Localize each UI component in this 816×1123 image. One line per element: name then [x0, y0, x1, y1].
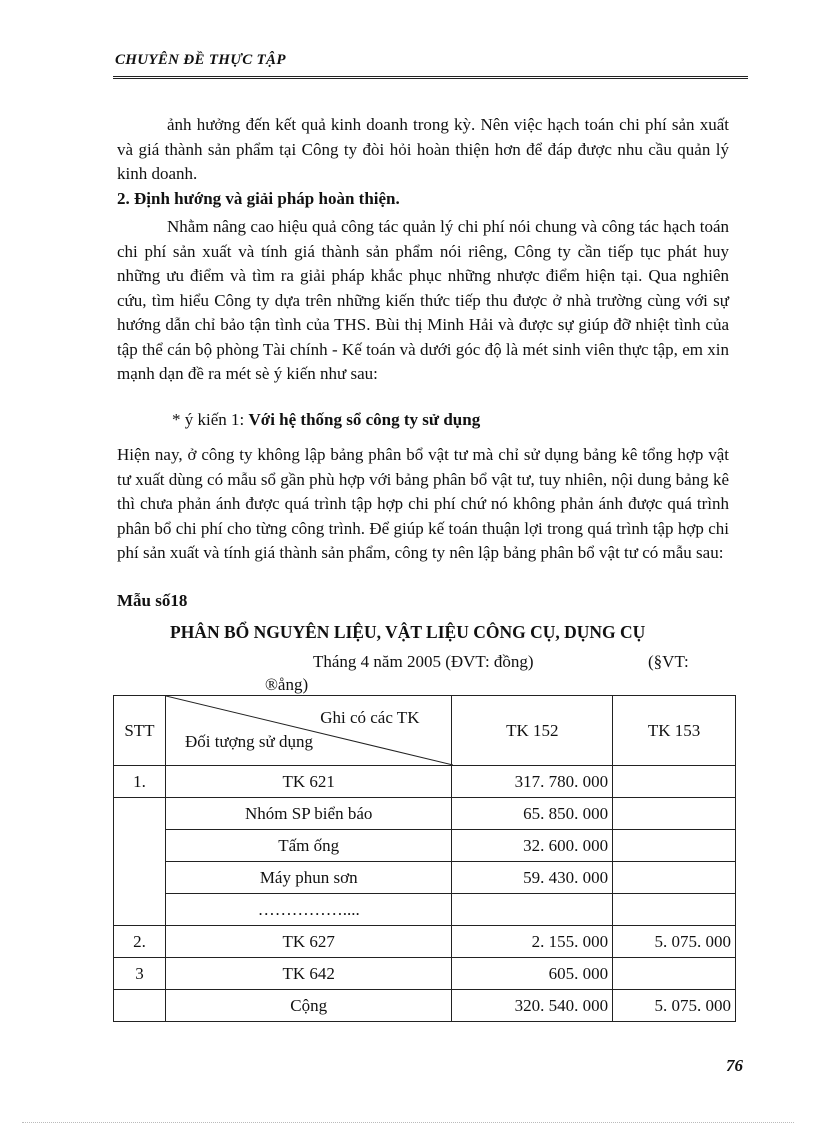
table-title: PHÂN BỔ NGUYÊN LIỆU, VẬT LIỆU CÔNG CỤ, DỤNG CỤ	[170, 622, 646, 642]
table-row	[114, 862, 736, 894]
page-number: 76	[726, 1056, 743, 1075]
cell-stt	[114, 990, 166, 1022]
cell-tk153	[613, 894, 736, 926]
cell-tk153: 5. 075. 000	[613, 926, 736, 958]
cell-tk153	[613, 766, 736, 798]
header-title: CHUYÊN ĐỀ THỰC TẬP	[115, 52, 286, 68]
table-row	[114, 830, 736, 862]
cell-name: Tấm ống	[165, 830, 452, 862]
table-row	[114, 894, 736, 926]
cell-tk152: 320. 540. 000	[452, 990, 613, 1022]
cell-tk153	[613, 862, 736, 894]
cell-name: Cộng	[165, 990, 452, 1022]
cell-tk153	[613, 798, 736, 830]
cell-stt: 1.	[114, 766, 166, 798]
page-header	[113, 46, 748, 79]
cell-tk153	[613, 958, 736, 990]
opinion-paragraph: Hiện nay, ở công ty không lập bảng phân bổ vật tư mà chỉ sử dụng bảng kê tổng hợp vật tư xuất dùng có mẫu sổ gần phù hợp với bảng phân bổ vật tư, tuy nhiên, nội dung bảng kê thì chưa phản ánh được quá trình tập hợp chi phí chứ nó không phản ánh được quá trình phân bổ chi phí cho từng công trình. Để giúp kế toán thuận lợi trong quá trình tập hợp chi phí sản xuất và tính giá thành sản phẩm, công ty nên lập bảng phân bổ vật tư có mẫu sau:	[117, 445, 729, 562]
header-credit-accounts: Ghi có các TK	[320, 708, 420, 727]
cell-name: Nhóm SP biển báo	[165, 798, 452, 830]
cell-stt-merged	[114, 798, 166, 926]
header-tk152: TK 152	[452, 696, 613, 766]
cell-name: Máy phun sơn	[165, 862, 452, 894]
table-row	[114, 766, 736, 798]
cell-tk152: 317. 780. 000	[452, 766, 613, 798]
header-tk153: TK 153	[613, 696, 736, 766]
table-header-row	[114, 696, 736, 766]
table-row	[114, 926, 736, 958]
intro-paragraph: ảnh hưởng đến kết quả kinh doanh trong kỳ. Nên việc hạch toán chi phí sản xuất và giá thành sản phẩm tại Công ty đòi hỏi hoàn thiện hơn để đáp được nhu cầu quản lý kinh doanh.	[117, 115, 729, 183]
header-diagonal-cell	[165, 696, 452, 766]
cell-name: TK 621	[165, 766, 452, 798]
opinion-line	[172, 410, 480, 430]
cell-stt: 3	[114, 958, 166, 990]
cell-tk152: 59. 430. 000	[452, 862, 613, 894]
section-paragraph: Nhằm nâng cao hiệu quả công tác quản lý chi phí nói chung và công tác hạch toán chi phí sản xuất và tính giá thành sản phẩm nói riêng, Công ty cần tiếp tục phát huy những ưu điểm và tìm ra giải pháp khắc phục những nhược điểm hiện tại. Qua nghiên cứu, tìm hiểu Công ty dựa trên những kiến thức tiếp thu được ở nhà trường cùng với sự hướng dẫn chỉ bảo tận tình của THS. Bùi thị Minh Hải và được sự giúp đỡ nhiệt tình của tập thể cán bộ phòng Tài chính - Kế toán và dưới góc độ là mét sinh viên thực tập, em xin mạnh dạn đề ra mét sè ý kiến như sau:	[117, 217, 729, 383]
cell-tk152: 2. 155. 000	[452, 926, 613, 958]
form-label: Mẫu số18	[117, 591, 188, 610]
unit-note-b: ®ång)	[265, 675, 309, 694]
table-subtitle: Tháng 4 năm 2005 (ĐVT: đồng)	[313, 652, 534, 671]
allocation-table	[113, 695, 736, 1022]
cell-tk152: 32. 600. 000	[452, 830, 613, 862]
cell-tk152	[452, 894, 613, 926]
cell-name: ……………....	[165, 894, 452, 926]
section-heading: 2. Định hướng và giải pháp hoàn thiện.	[117, 189, 400, 208]
cell-tk152: 605. 000	[452, 958, 613, 990]
cell-name: TK 642	[165, 958, 452, 990]
cell-tk153	[613, 830, 736, 862]
opinion-title: Với hệ thống sổ công ty sử dụng	[248, 410, 481, 429]
unit-note-a: (§VT:	[648, 652, 689, 671]
cell-tk153: 5. 075. 000	[613, 990, 736, 1022]
diagonal-line	[166, 696, 453, 765]
header-cost-objects: Đối tượng sử dụng	[184, 732, 313, 751]
cell-stt: 2.	[114, 926, 166, 958]
cell-name: TK 627	[165, 926, 452, 958]
cell-tk152: 65. 850. 000	[452, 798, 613, 830]
opinion-prefix: * ý kiến 1:	[172, 410, 249, 429]
table-row	[114, 798, 736, 830]
table-total-row	[114, 990, 736, 1022]
table-row	[114, 958, 736, 990]
header-stt: STT	[114, 696, 166, 766]
